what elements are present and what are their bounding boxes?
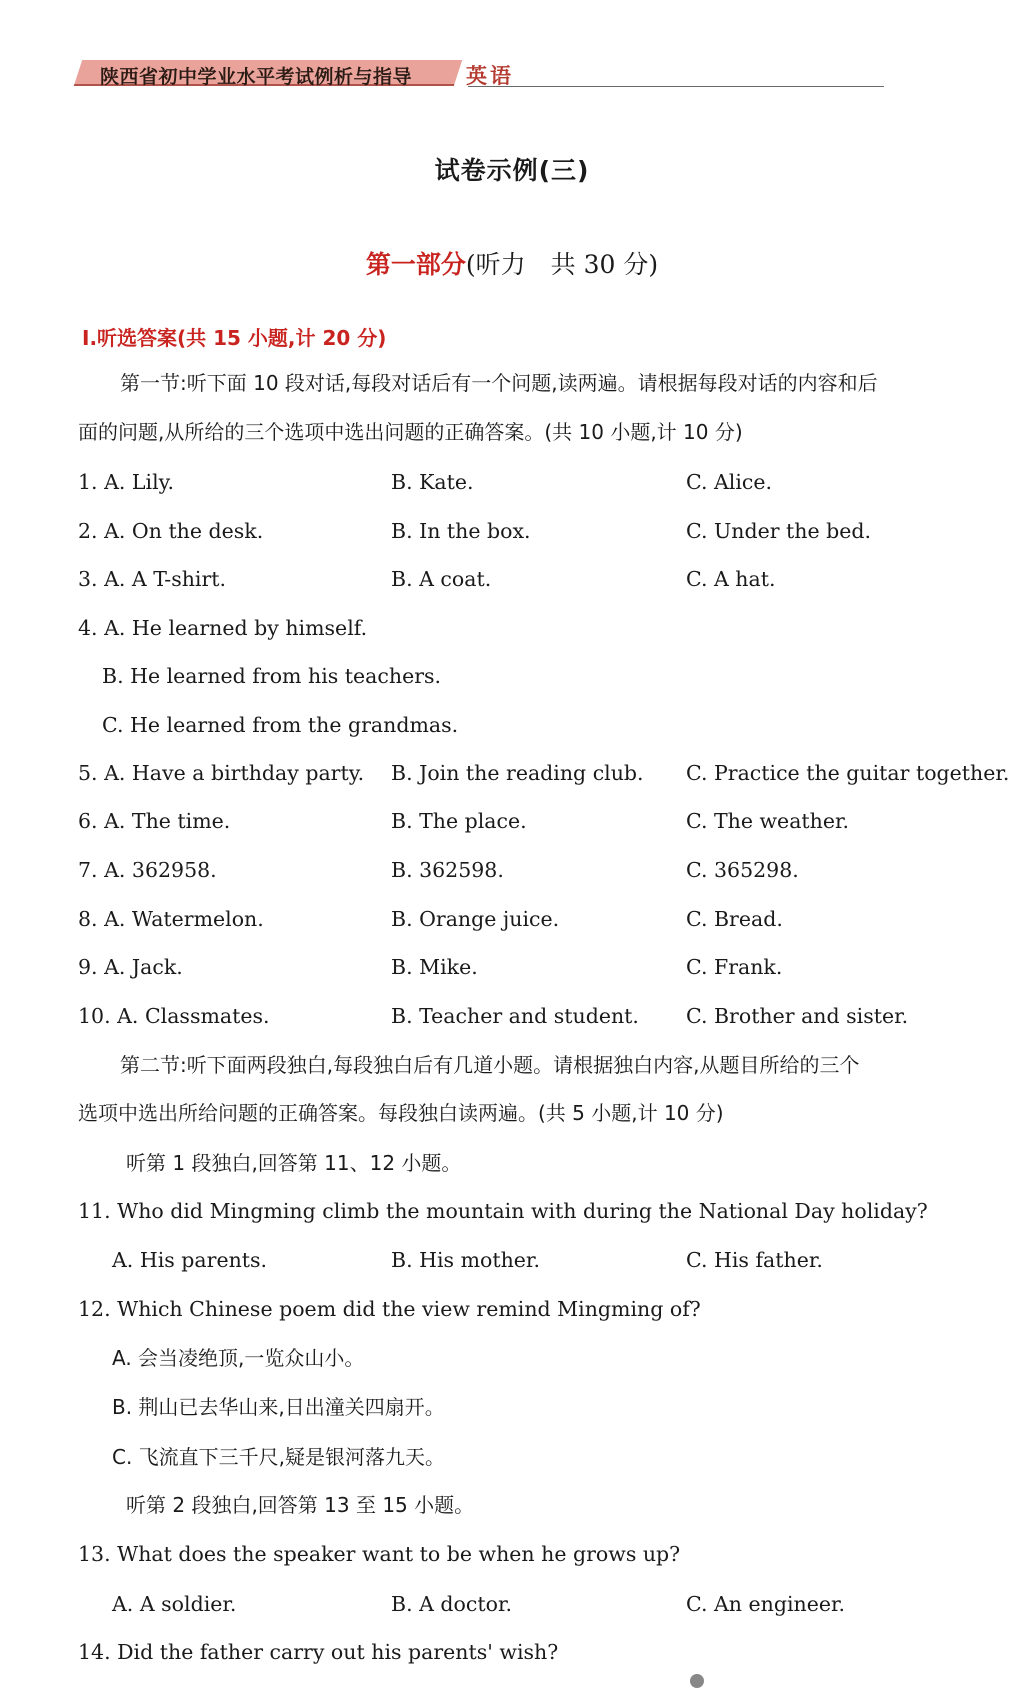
page-header (78, 58, 884, 88)
option-c: C. He learned from the grandmas. (102, 713, 459, 737)
option-b: B. A doctor. (391, 1592, 513, 1616)
monologue1-intro: 听第 1 段独白,回答第 11、12 小题。 (126, 1151, 462, 1175)
option-b: B. A coat. (391, 567, 492, 591)
option-b: B. He learned from his teachers. (102, 664, 442, 688)
question-stem: 14. Did the father carry out his parents' wish? (78, 1640, 559, 1664)
option-c: C. Brother and sister. (686, 1004, 909, 1028)
question-stem: 12. Which Chinese poem did the view remind Mingming of? (78, 1297, 701, 1321)
option-a: A. A soldier. (112, 1592, 237, 1616)
option-a: 7. A. 362958. (78, 858, 217, 882)
part-name: 第一部分 (365, 250, 466, 279)
option-a: 9. A. Jack. (78, 955, 183, 979)
part-info: (听力 共 30 分) (465, 250, 659, 279)
header-rule (468, 86, 884, 87)
option-b: B. Join the reading club. (391, 761, 644, 785)
subject-label: 英语 (466, 64, 514, 88)
option-b: B. In the box. (391, 519, 531, 543)
option-c: C. Alice. (686, 470, 773, 494)
option-b: B. The place. (391, 809, 527, 833)
option-a: 4. A. He learned by himself. (78, 616, 368, 640)
section1-heading: Ⅰ.听选答案(共 15 小题,计 20 分) (82, 326, 387, 350)
option-c: C. Bread. (686, 907, 783, 931)
option-b: B. Teacher and student. (391, 1004, 639, 1028)
option-c: C. 飞流直下三千尺,疑是银河落九天。 (112, 1445, 446, 1469)
option-a: 2. A. On the desk. (78, 519, 264, 543)
option-b: B. Mike. (391, 955, 478, 979)
option-a: 5. A. Have a birthday party. (78, 761, 365, 785)
option-a: A. His parents. (112, 1248, 268, 1272)
monologue2-intro: 听第 2 段独白,回答第 13 至 15 小题。 (126, 1493, 475, 1517)
option-c: C. His father. (686, 1248, 823, 1272)
question-stem: 11. Who did Mingming climb the mountain with during the National Day holiday? (78, 1199, 928, 1223)
section2-instructions-line1: 第二节:听下面两段独白,每段独白后有几道小题。请根据独白内容,从题目所给的三个 (120, 1053, 860, 1077)
option-c: C. Frank. (686, 955, 783, 979)
option-c: C. An engineer. (686, 1592, 846, 1616)
part-heading (0, 245, 1024, 281)
option-b: B. His mother. (391, 1248, 540, 1272)
option-c: C. Practice the guitar together. (686, 761, 1010, 785)
option-b: B. 362598. (391, 858, 504, 882)
section1-instructions-line2: 面的问题,从所给的三个选项中选出问题的正确答案。(共 10 小题,计 10 分) (78, 420, 743, 444)
option-a: 1. A. Lily. (78, 470, 175, 494)
section2-instructions-line2: 选项中选出所给问题的正确答案。每段独白读两遍。(共 5 小题,计 10 分) (78, 1101, 724, 1125)
option-a: 3. A. A T-shirt. (78, 567, 227, 591)
paper-title: 试卷示例(三) (434, 156, 590, 185)
section1-instructions-line1: 第一节:听下面 10 段对话,每段对话后有一个问题,读两遍。请根据每段对话的内容和后 (120, 371, 878, 395)
option-a: 6. A. The time. (78, 809, 231, 833)
book-title: 陕西省初中学业水平考试例析与指导 (100, 66, 413, 88)
option-a: A. 会当凌绝顶,一览众山小。 (112, 1346, 365, 1370)
option-b: B. 荆山已去华山来,日出潼关四扇开。 (112, 1395, 445, 1419)
option-c: C. A hat. (686, 567, 776, 591)
option-b: B. Orange juice. (391, 907, 560, 931)
option-c: C. Under the bed. (686, 519, 872, 543)
option-c: C. The weather. (686, 809, 850, 833)
option-a: 10. A. Classmates. (78, 1004, 270, 1028)
question-stem: 13. What does the speaker want to be when he grows up? (78, 1542, 681, 1566)
option-a: 8. A. Watermelon. (78, 907, 264, 931)
watermark-dot (690, 1674, 704, 1688)
option-c: C. 365298. (686, 858, 799, 882)
option-b: B. Kate. (391, 470, 474, 494)
